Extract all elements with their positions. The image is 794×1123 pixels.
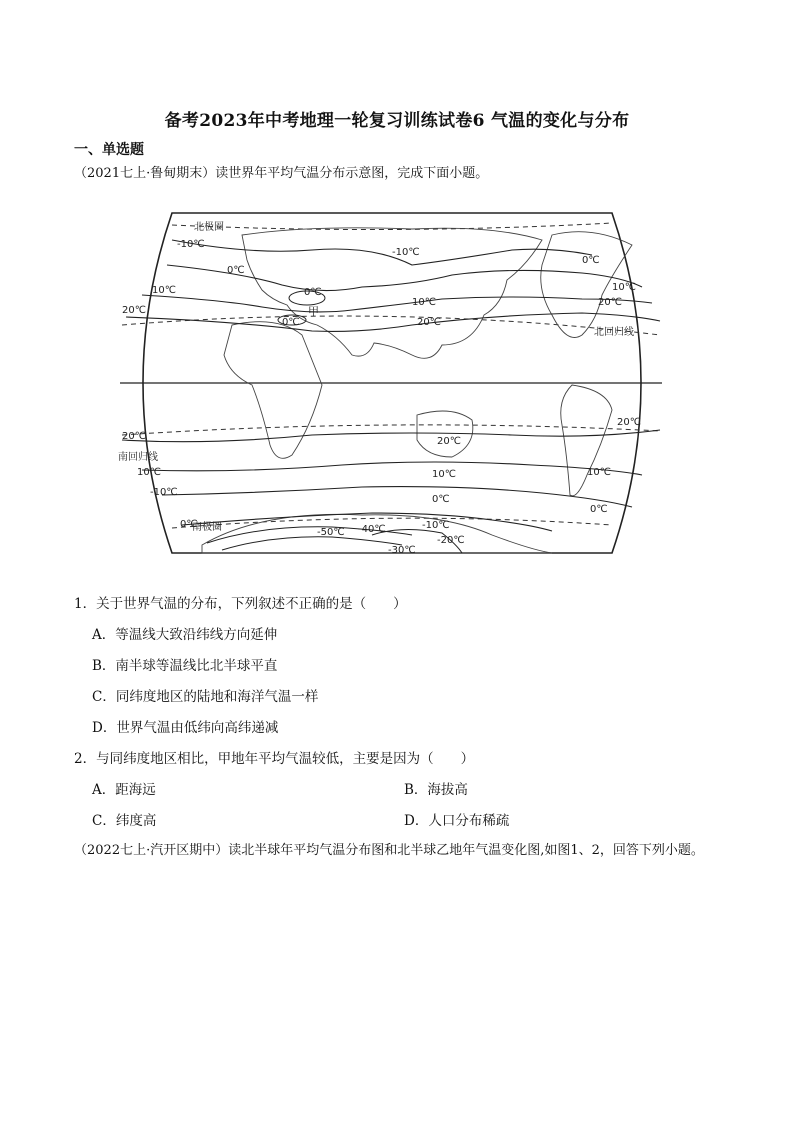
- temp-label: 10℃: [612, 282, 636, 293]
- temp-label: -50℃: [317, 527, 345, 538]
- temp-label: 10℃: [412, 297, 436, 308]
- temp-label: -10℃: [177, 239, 205, 250]
- temp-label: -20℃: [437, 535, 465, 546]
- label-arctic: 北极圈: [194, 222, 224, 233]
- temp-label: 20℃: [417, 317, 441, 328]
- isotherm-n-20: [126, 313, 660, 331]
- temp-label: 0℃: [432, 494, 450, 505]
- label-jia: 甲: [308, 305, 319, 318]
- q1-option-b: B．南半球等温线比北半球平直: [92, 658, 278, 674]
- temp-label: -10℃: [392, 247, 420, 258]
- page-title: 备考2023年中考地理一轮复习训练试卷6 气温的变化与分布: [164, 111, 630, 131]
- isotherm-n-10: [142, 295, 652, 312]
- isotherm-s-20: [122, 430, 660, 442]
- isotherm-n-minus10: [172, 240, 592, 265]
- section-heading: 一、单选题: [74, 142, 144, 158]
- isotherm-s-antarctic-2: [222, 537, 402, 550]
- label-tropic-n: 北回归线: [594, 327, 634, 338]
- question-1: 1．关于世界气温的分布，下列叙述不正确的是（ ）: [74, 596, 407, 612]
- temp-label: 0℃: [227, 265, 245, 276]
- temp-label: 0℃: [304, 287, 322, 298]
- group2-intro: （2022七上·汽开区期中）读北半球年平均气温分布图和北半球乙地年气温变化图,如图1、2，回答下列小题。: [74, 843, 704, 858]
- antarctic-line: [172, 518, 612, 528]
- south-america-outline: [561, 385, 612, 496]
- temp-label: 0℃: [282, 317, 300, 328]
- temp-label: -30℃: [388, 545, 416, 556]
- label-tropic-s: 南回归线: [118, 452, 158, 463]
- temp-label: 20℃: [437, 436, 461, 447]
- q2-option-c: C．纬度高: [92, 813, 157, 829]
- world-temperature-map: [112, 195, 670, 571]
- temp-label: -10℃: [150, 487, 178, 498]
- temp-label: -10℃: [422, 520, 450, 531]
- temp-label: 20℃: [598, 297, 622, 308]
- q1-option-a: A．等温线大致沿纬线方向延伸: [92, 627, 278, 643]
- temp-label: 0℃: [582, 255, 600, 266]
- group1-intro: （2021七上·鲁甸期末）读世界年平均气温分布示意图，完成下面小题。: [74, 166, 489, 181]
- temp-label: 0℃: [590, 504, 608, 515]
- label-antarctic: 南极圈: [192, 522, 222, 533]
- q2-option-d: D．人口分布稀疏: [404, 813, 510, 829]
- q1-option-c: C．同纬度地区的陆地和海洋气温一样: [92, 689, 319, 705]
- temp-label: -40℃: [358, 524, 386, 535]
- temp-label: 10℃: [432, 469, 456, 480]
- temp-label: 20℃: [122, 431, 146, 442]
- temp-label: 20℃: [122, 305, 146, 316]
- temp-label: 0℃: [180, 519, 198, 530]
- temp-label: 20℃: [617, 417, 641, 428]
- temp-label: 10℃: [152, 285, 176, 296]
- q2-option-b: B．海拔高: [404, 782, 468, 798]
- temp-label: 10℃: [137, 467, 161, 478]
- temp-label: 10℃: [587, 467, 611, 478]
- tropic-n-line: [122, 316, 660, 335]
- isotherm-s-0: [162, 487, 632, 507]
- question-2: 2．与同纬度地区相比，甲地年平均气温较低，主要是因为（ ）: [74, 751, 475, 767]
- q2-option-a: A．距海远: [92, 782, 156, 798]
- q1-option-d: D．世界气温由低纬向高纬递减: [92, 720, 279, 736]
